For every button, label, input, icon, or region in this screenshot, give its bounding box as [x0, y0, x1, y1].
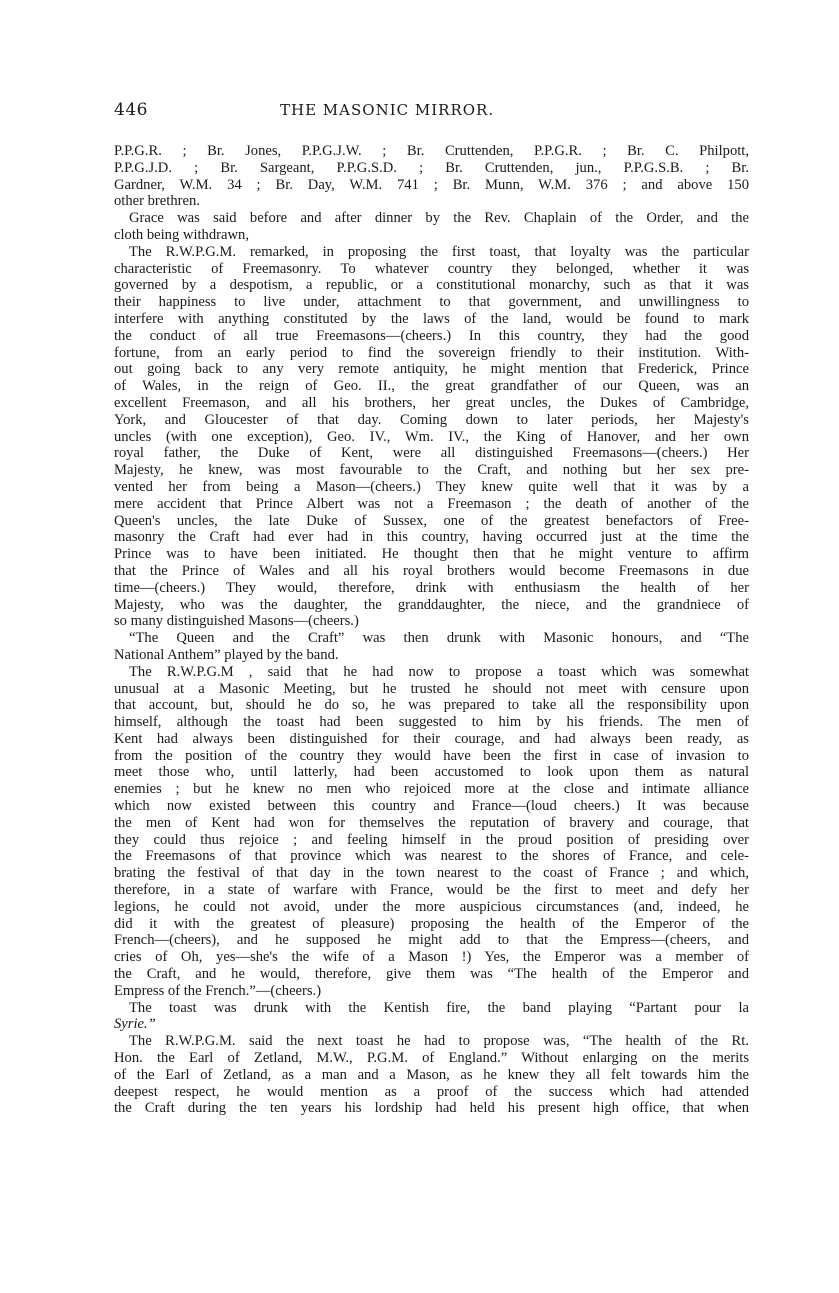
text-line: out going back to any very remote antiquity, he might mention that Frederick, Prince: [114, 361, 749, 378]
text-line: French—(cheers), and he supposed he might add to that the Empress—(cheers, and: [114, 932, 749, 949]
text-line: deepest respect, he would mention as a proof of the success which had attended: [114, 1083, 749, 1100]
text-line: Syrie.”: [114, 1016, 156, 1033]
text-line: from the position of the country they would have been the first in case of invasion to: [114, 747, 749, 764]
text-line: brating the festival of that day in the town nearest to the coast of France ; and which,: [114, 865, 749, 882]
text-line: Grace was said before and after dinner by the Rev. Chaplain of the Order, and the: [129, 210, 749, 227]
article-body: [114, 143, 749, 1117]
paragraph-zetland-toast: [114, 1033, 749, 1117]
text-line: masonry the Craft had ever had in this country, having occurred just at the time the: [114, 529, 749, 546]
text-line: unusual at a Masonic Meeting, but he trusted he should not meet with censure upon: [114, 680, 749, 697]
text-line: Majesty, he knew, was most favourable to the Craft, and nothing but her sex pre-: [114, 462, 749, 479]
paragraph-grace: [114, 210, 749, 244]
paragraph-emperor-toast: [114, 664, 749, 1000]
text-line: the Freemasons of that province which was nearest to the shores of France, and cele-: [114, 848, 749, 865]
text-line: the Craft during the ten years his lordship had held his present high office, that when: [114, 1100, 749, 1117]
text-line: The R.W.P.G.M , said that he had now to propose a toast which was somewhat: [129, 663, 749, 680]
text-line: enemies ; but he knew no men who rejoiced more at the close and intimate alliance: [114, 781, 749, 798]
page-header: [114, 100, 750, 124]
text-line: fortune, from an early period to find the sovereign friendly to their institution. With-: [114, 344, 749, 361]
text-line: their happiness to live under, attachment to that government, and unwillingness to: [114, 294, 749, 311]
text-line: that the Prince of Wales and all his royal brothers would become Freemasons in due: [114, 562, 749, 579]
text-line: which now existed between this country and France—(loud cheers.) It was because: [114, 798, 749, 815]
text-line: they could thus rejoice ; and feeling himself in the proud position of presiding over: [114, 831, 749, 848]
text-line: the Craft, and he would, therefore, give them was “The health of the Emperor and: [114, 966, 749, 983]
text-line: P.P.G.J.D. ; Br. Sargeant, P.P.G.S.D. ; Br. Cruttenden, jun., P.P.G.S.B. ; Br.: [114, 159, 749, 176]
text-line: other brethren.: [114, 193, 200, 210]
running-title: THE MASONIC MIRROR.: [280, 101, 495, 119]
text-line: the men of Kent had won for themselves the reputation of bravery and courage, that: [114, 814, 749, 831]
text-line: therefore, in a state of warfare with France, would be the first to meet and defy her: [114, 882, 749, 899]
text-line: Kent had always been distinguished for their courage, and had always been ready, as: [114, 730, 749, 747]
text-line: “The Queen and the Craft” was then drunk with Masonic honours, and “The: [129, 630, 749, 647]
text-line: characteristic of Freemasonry. To whatever country they belonged, whether it was: [114, 260, 749, 277]
text-line: excellent Freemason, and all his brothers, her great uncles, the Dukes of Cambridge,: [114, 394, 749, 411]
text-line: that account, but, should he do so, he was prepared to take all the responsibility upon: [114, 697, 749, 714]
text-line: York, and Gloucester of that day. Coming down to later periods, her Majesty's: [114, 411, 749, 428]
text-line: mere accident that Prince Albert was not a Freemason ; the death of another of the: [114, 495, 749, 512]
paragraph-loyalty-toast: [114, 244, 749, 630]
text-line: royal father, the Duke of Kent, were all distinguished Freemasons—(cheers.) Her: [114, 445, 749, 462]
text-line: Hon. the Earl of Zetland, M.W., P.G.M. of England.” Without enlarging on the merits: [114, 1050, 749, 1067]
text-line: The R.W.P.G.M. remarked, in proposing the first toast, that loyalty was the particular: [129, 243, 749, 260]
text-line: meet those who, until latterly, had been accustomed to look upon them as natural: [114, 764, 749, 781]
text-line: uncles (with one exception), Geo. IV., Wm. IV., the King of Hanover, and her own: [114, 428, 749, 445]
text-line: Gardner, W.M. 34 ; Br. Day, W.M. 741 ; Br. Munn, W.M. 376 ; and above 150: [114, 176, 749, 193]
text-line: vented her from being a Mason—(cheers.) They knew quite well that it was by a: [114, 478, 749, 495]
text-line: cries of Oh, yes—she's the wife of a Mason !) Yes, the Emperor was a member of: [114, 949, 749, 966]
text-line: Prince was to have been initiated. He thought then that he might venture to affirm: [114, 546, 749, 563]
text-line: legions, he could not avoid, under the more auspicious circumstances (and, indeed, he: [114, 898, 749, 915]
text-line: cloth being withdrawn,: [114, 226, 249, 243]
text-line: Empress of the French.”—(cheers.): [114, 982, 322, 999]
text-line: of Wales, in the reign of Geo. II., the great grandfather of our Queen, was an: [114, 378, 749, 395]
text-line: the conduct of all true Freemasons—(cheers.) In this country, they had the good: [114, 327, 749, 344]
text-line: of the Earl of Zetland, as a man and a Mason, as he knew they all felt towards him the: [114, 1066, 749, 1083]
text-line: governed by a despotism, a republic, or a constitutional monarchy, such as that it was: [114, 277, 749, 294]
text-line: Majesty, who was the daughter, the granddaughter, the niece, and the grandniece of: [114, 596, 749, 613]
text-line: did it with the greatest of pleasure) proposing the health of the Emperor of the: [114, 915, 749, 932]
paragraph-kentish-fire: [114, 1000, 749, 1034]
text-line: interfere with anything constituted by the laws of the land, would be found to mark: [114, 310, 749, 327]
text-line: himself, although the toast had been suggested to him by his friends. The men of: [114, 714, 749, 731]
text-line: The R.W.P.G.M. said the next toast he had to propose was, “The health of the Rt.: [129, 1033, 749, 1050]
text-line: P.P.G.R. ; Br. Jones, P.P.G.J.W. ; Br. Cruttenden, P.P.G.R. ; Br. C. Philpott,: [114, 143, 749, 159]
page-number: 446: [114, 100, 148, 120]
text-line: Queen's uncles, the late Duke of Sussex, one of the greatest benefactors of Free-: [114, 512, 749, 529]
paragraph-queen-toast: [114, 630, 749, 664]
text-line: National Anthem” played by the band.: [114, 646, 339, 663]
paragraph-attendees: [114, 143, 749, 210]
text-line: time—(cheers.) They would, therefore, drink with enthusiasm the health of her: [114, 579, 749, 596]
text-line: so many distinguished Masons—(cheers.): [114, 613, 359, 630]
text-line: The toast was drunk with the Kentish fire, the band playing “Partant pour la: [129, 999, 749, 1016]
